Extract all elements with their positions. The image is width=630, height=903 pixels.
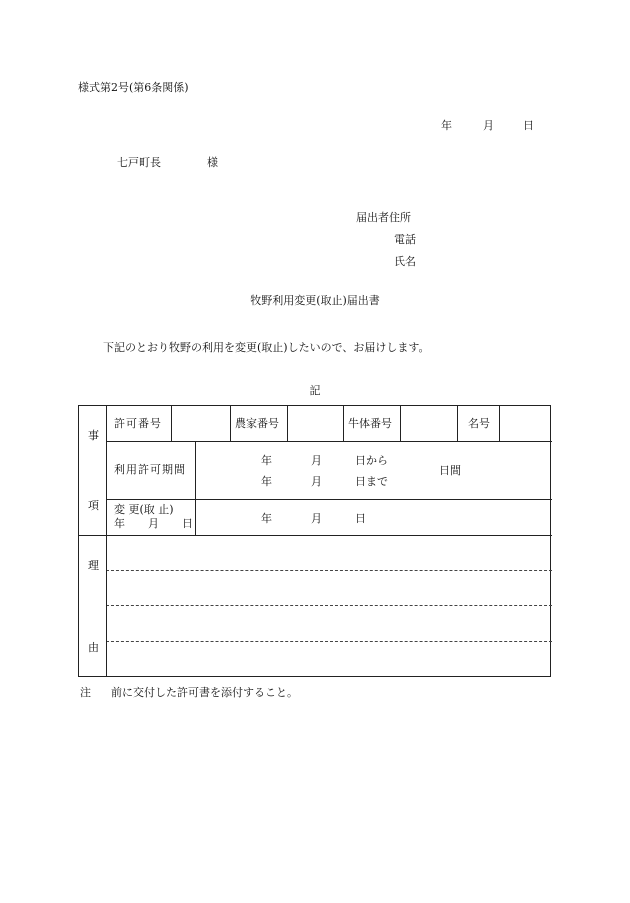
change-date-month: 月 <box>311 512 322 525</box>
date-year-label: 年 <box>441 119 452 132</box>
reason-dashed-line <box>106 605 552 606</box>
col-divider <box>287 406 288 441</box>
period-days-label: 日間 <box>439 464 461 477</box>
change-date-day: 日 <box>355 512 366 525</box>
footnote-text: 前に交付した許可書を添付すること。 <box>111 686 298 699</box>
row-divider <box>106 441 552 442</box>
period-to-year: 年 <box>261 475 272 488</box>
period-to-day: 日まで <box>355 475 388 488</box>
cattle-number-label: 牛体番号 <box>348 417 392 430</box>
applicant-phone-label: 電話 <box>394 233 416 246</box>
period-from-day: 日から <box>355 454 388 467</box>
submission-date <box>441 120 534 131</box>
change-label-month: 月 <box>148 517 159 530</box>
addressee-name: 七戸町長 <box>117 156 161 169</box>
applicant-address-label: 届出者住所 <box>356 211 411 224</box>
applicant-block <box>356 212 416 278</box>
col-divider <box>171 406 172 441</box>
notification-table <box>78 405 551 677</box>
change-label-year: 年 <box>114 517 125 530</box>
applicant-name-label: 氏名 <box>394 255 416 268</box>
reason-dashed-line <box>106 570 552 571</box>
row-divider <box>106 499 552 500</box>
usage-period-label: 利用許可期間 <box>114 463 186 476</box>
footnote-mark: 注 <box>80 686 91 699</box>
period-from-year: 年 <box>261 454 272 467</box>
change-date-label <box>114 517 193 530</box>
change-label: 変 更(取 止) <box>114 503 174 516</box>
section-divider <box>79 535 552 536</box>
ki-marker: 記 <box>309 384 321 397</box>
farmer-number-label: 農家番号 <box>235 417 279 430</box>
date-day-label: 日 <box>523 119 534 132</box>
reason-label-yu: 由 <box>88 641 99 654</box>
col-divider <box>230 406 231 441</box>
section-label-kou: 項 <box>88 499 99 512</box>
addressee-suffix: 様 <box>207 156 218 169</box>
col-divider <box>195 441 196 535</box>
col-divider <box>106 406 107 677</box>
period-from-month: 月 <box>311 454 322 467</box>
reason-label-ri: 理 <box>88 559 99 572</box>
section-label-ji: 事 <box>88 429 99 442</box>
change-label-day: 日 <box>182 517 193 530</box>
footnote <box>80 687 298 698</box>
permit-number-label: 許可番号 <box>114 417 162 430</box>
col-divider <box>499 406 500 441</box>
col-divider <box>457 406 458 441</box>
document-title: 牧野利用変更(取止)届出書 <box>250 294 380 307</box>
form-number-label: 様式第2号(第6条関係) <box>78 81 189 94</box>
change-date-year: 年 <box>261 512 272 525</box>
col-divider <box>400 406 401 441</box>
reason-dashed-line <box>106 641 552 642</box>
head-name-label: 名号 <box>468 417 490 430</box>
addressee <box>117 157 218 168</box>
intro-text: 下記のとおり牧野の利用を変更(取止)したいので、お届けします。 <box>103 341 430 354</box>
col-divider <box>343 406 344 441</box>
date-month-label: 月 <box>483 119 494 132</box>
period-to-month: 月 <box>311 475 322 488</box>
